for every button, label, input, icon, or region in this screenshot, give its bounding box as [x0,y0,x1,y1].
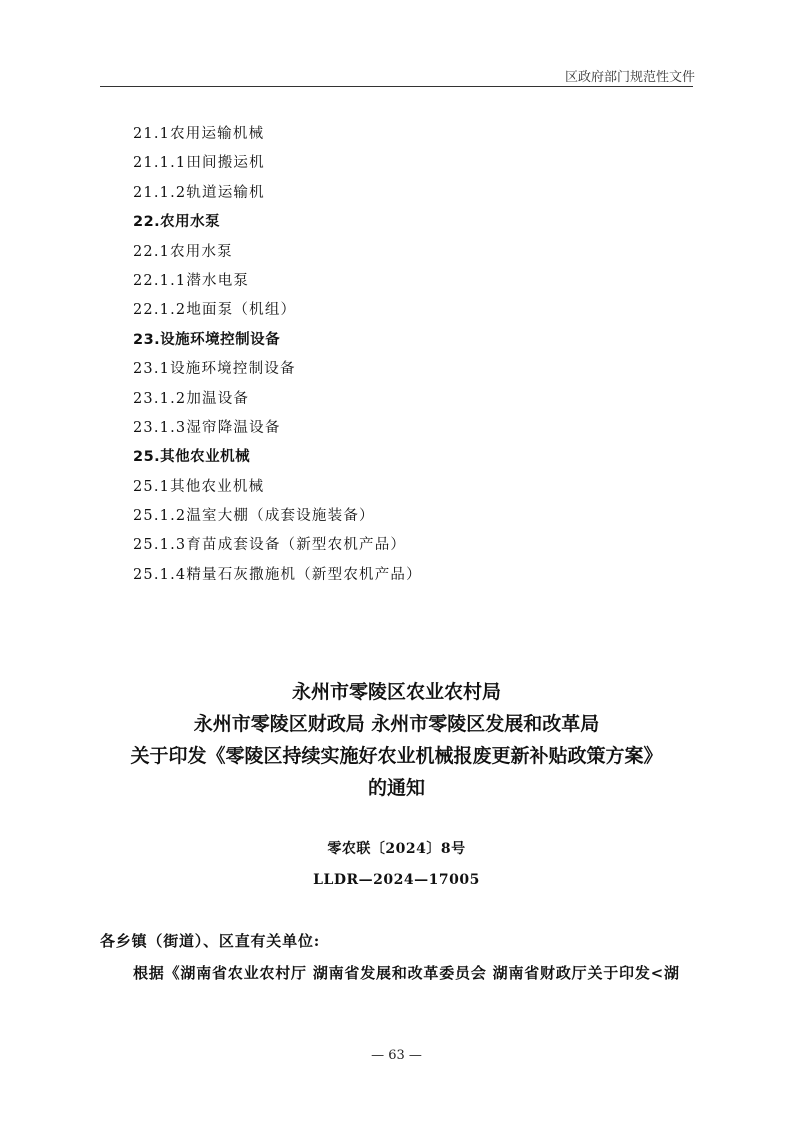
list-item: 25.1.3育苗成套设备（新型农机产品） [133,537,407,554]
notice-title [100,676,693,804]
header-label: 区政府部门规范性文件 [564,70,695,85]
list-item: 22.1.2地面泵（机组） [133,302,297,319]
list-item: 22.1农用水泵 [133,243,233,260]
list-category: 23.设施环境控制设备 [133,331,281,348]
list-item: 25.1.2温室大棚（成套设施装备） [133,508,375,525]
list-item: 22.1.1潜水电泵 [133,272,250,289]
list-category: 25.其他农业机械 [133,449,251,466]
notice-title-line: 关于印发《零陵区持续实施好农业机械报废更新补贴政策方案》 [130,745,663,767]
notice-title-line: 永州市零陵区财政局 永州市零陵区发展和改革局 [193,713,600,735]
page-number: — 63 — [371,1048,422,1063]
addressee: 各乡镇（街道）、区直有关单位: [100,932,321,950]
list-item: 25.1其他农业机械 [133,478,265,495]
list-item: 21.1.2轨道运输机 [133,184,265,201]
document-code: LLDR—2024—17005 [313,872,480,888]
notice-title-line: 的通知 [367,777,425,799]
list-item: 23.1.2加温设备 [133,390,250,407]
notice-title-line: 永州市零陵区农业农村局 [291,681,501,703]
document-number: 零农联〔2024〕8号 [327,841,466,857]
list-category: 22.农用水泵 [133,214,221,231]
list-item: 25.1.4精量石灰撒施机（新型农机产品） [133,566,422,583]
body-paragraph: 根据《湖南省农业农村厅 湖南省发展和改革委员会 湖南省财政厅关于印发<湖 [133,964,680,982]
list-item: 23.1.3湿帘降温设备 [133,419,281,436]
header-rule [100,86,693,87]
machinery-list [133,120,422,590]
list-item: 23.1设施环境控制设备 [133,361,296,378]
list-item: 21.1.1田间搬运机 [133,155,265,172]
list-item: 21.1农用运输机械 [133,126,265,142]
